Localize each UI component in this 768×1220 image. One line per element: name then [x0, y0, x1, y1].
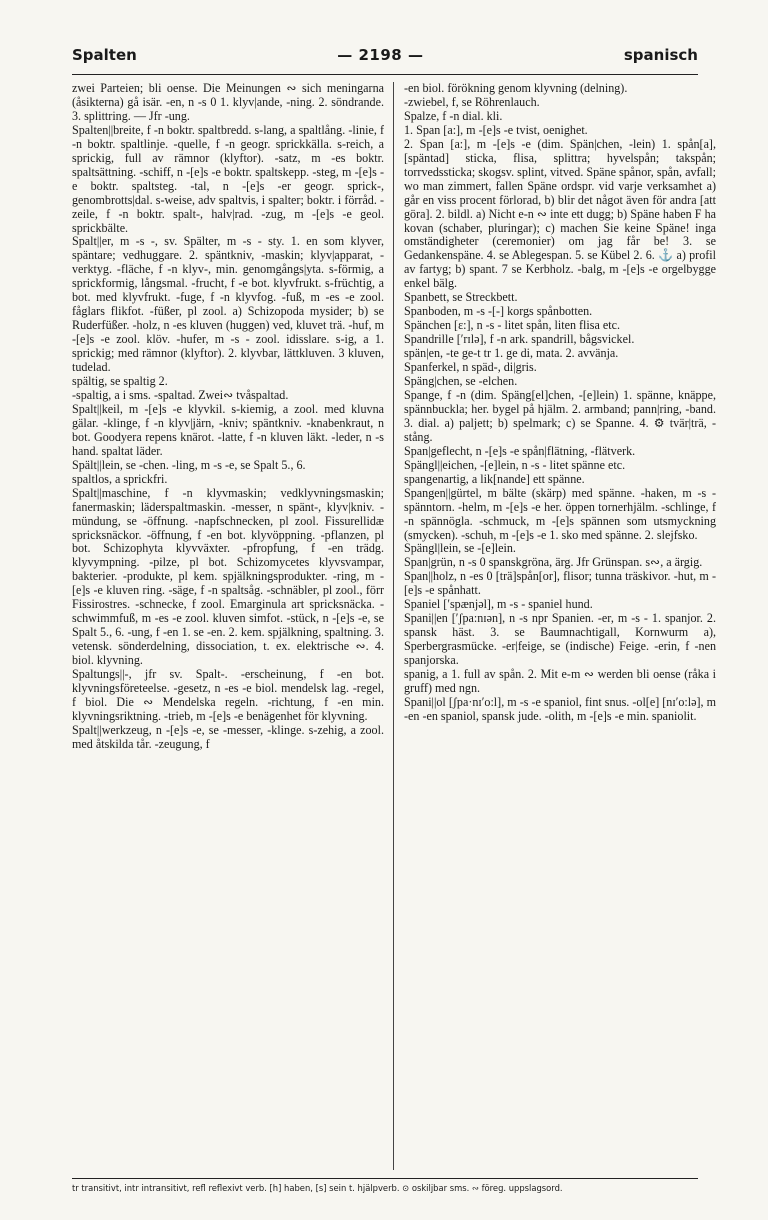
dictionary-entry: Spalt||maschine, f -n klyvmaskin; vedklyvningsmaskin; fanermaskin; läderspaltmaskin. -messer, n spänt-, klyv|kniv. -mündung, se -öffnung. -napfschnecken, pl zool. Fissurellidæ spricksnäckor. -öffnung, f -en bot. klyvöppning. -pflanzen, pl bot. Schizophyta klyvväxter. -pfropfung, f -en trädg. klyvympning. -pilze, pl bot. Schizomycetes klyvsvampar, bakterier. -produkte, pl kem. spjälkningsprodukter. -ring, m -[e]s -e kluven ring. -säge, f -n spaltsåg. -schnäbler, pl zool., förr Fissirostres. -schnecke, f zool. Emarginula art spricksnäcka. -schwimmfuß, m -es -e zool. kluven simfot. -stück, n -[e]s -e, se Spalt 5., 6. -ung, f -en 1. se -en. 2. kem. spjälkning, spaltning. 3. vetensk. sönderdelning, dissociation, t. ex. elektrische ∾. 4. biol. klyvning. [72, 485, 384, 668]
dictionary-entry: Spalze, f -n dial. kli. [404, 108, 503, 123]
dictionary-entry: Spani||en [ʹʃpa:nɪən], n -s npr Spanien. -er, m -s - 1. spanjor. 2. spansk häst. 3. se Baumnachtigall, Kornwurm a), Sperbergrasmücke. -er|feige, se (indische) Feige. -erin, f -nen spanjorska. [404, 611, 716, 668]
dictionary-entry: Spani||ol [ʃpa·nɪʹo:l], m -s -e spaniol, fint snus. -ol[e] [nɪʹo:lə], m -en -en spaniol, spansk jude. -olith, m -[e]s -e min. spaniolit. [404, 694, 716, 723]
footer-rule [72, 1178, 698, 1179]
dictionary-entry: Spängl|lein, se -[e]lein. [404, 541, 516, 556]
page-header [72, 46, 698, 70]
right-running-head: spanisch [623, 46, 698, 64]
dictionary-entry: Spängl||eichen, -[e]lein, n -s - litet spänne etc. [404, 457, 626, 472]
dictionary-entry: Spaltungs||-, jfr sv. Spalt-. -erscheinung, f -en bot. klyvningsföreteelse. -gesetz, n -es -e biol. mendelsk lag. -regel, f biol. Die ∾ Mendelska regeln. -richtung, f -en min. klyvningsriktning. -trieb, m -[e]s -e benägenhet för klyvning. [72, 667, 384, 723]
dictionary-entry: 2. Span [a:], m -[e]s -e (dim. Spän|chen, -lein) 1. spån[a], [späntad] sticka, flisa, splittra; hyvelspån; takspån; torrvedssticka; skogsv. splint, vitved. Späne spånor, spån, avfall; wo man zimmert, fallen Späne ordspr. vid varje verksamhet a) går en viss procent förlorad, b) blir det något även för andra [att göra]. 2. bildl. a) Nicht e-n ∾ inte ett dugg; b) Späne haben F ha kovan (schaber, pluringar); c) machen Sie keine Späne! inga omständigheter (ceremonier) om jag får be! 3. se Gedankenspäne. 4. se Ablegespan. 5. se Kübel 2. 6. ⚓ a) profil av fartyg; b) spant. 7 se Kerbholz. -balg, m -[e]s -e orgelbygge enkel bälg. [404, 136, 716, 291]
dictionary-entry: spän|en, -te ge-t tr 1. ge di, mata. 2. avvänja. [404, 346, 619, 361]
dictionary-entry: spanig, a 1. full av spån. 2. Mit e-m ∾ werden bli oense (råka i gruff) med ngn. [404, 667, 716, 695]
dictionary-entry: -zwiebel, f, se Röhrenlauch. [404, 94, 540, 109]
dictionary-entry: Spandrille [ʹrɪlə], f -n ark. spandrill, bågsvickel. [404, 332, 635, 347]
dictionary-entry: spangenartig, a lik[nande] ett spänne. [404, 471, 585, 486]
dictionary-entry: spältig, se spaltig 2. [72, 374, 168, 389]
dictionary-entry: Spält||lein, se -chen. -ling, m -s -e, se Spalt 5., 6. [72, 457, 306, 472]
dictionary-entry: Spangen||gürtel, m bälte (skärp) med spänne. -haken, m -s - spänntorn. -helm, m -[e]s -e her. öppen tornerhjälm. -schlinge, f -n spännögla. -schmuck, m -[e]s spännen som utsmyckning (smycken). -schuh, m -[e]s -e 1. sko med spänne. 2. slejfsko. [404, 485, 716, 542]
page-number: — 2198 — [337, 46, 424, 64]
header-rule [72, 74, 698, 75]
dictionary-entry: Span|geflecht, n -[e]s -e spån|flätning, -flätverk. [404, 443, 636, 458]
left-column [72, 82, 384, 1170]
dictionary-entry: Spaniel [ʹspænjəl], m -s - spaniel hund. [404, 597, 593, 612]
abbreviation-legend: tr transitivt, intr intransitivt, refl reflexivt verb. [h] haben, [s] sein t. hjälpverb. ⊙ oskiljbar sms. ∾ föreg. uppslagsord. [72, 1183, 563, 1193]
dictionary-entry: zwei Parteien; bli oense. Die Meinungen ∾ sich meningarna (åsikterna) gå isär. -en, n -s 0 1. klyv|ande, -ning. 2. söndrande. 3. splittring. — Jfr -ung. [72, 82, 384, 123]
dictionary-entry: Spalt||er, m -s -, sv. Spälter, m -s - sty. 1. en som klyver, späntare; vedhuggare. 2. späntkniv, -maskin; klyv|apparat, -verktyg. -fläche, f -n klyv-, min. genomgångs|yta. s-förmig, a sprickformig, långsmal. -frucht, f -e bot. klyvfrukt. s-früchtig, a bot. med klyvfrukt. -fuge, f -n klyvfog. -fuß, m -es -e zool. fåglars flikfot. -füßer, pl zool. a) Schizopoda mysider; b) se Ruderfüßer. -holz, n -es kluven (huggen) ved, kluvet trä. -huf, m -[e]s -e zool. klöv. -hufer, m -s - zool. idisslare. s-ig, a 1. sprickig; med rämnor (klyftor). 2. klyvbar, lättkluven. 3 kluven, tudelad. [72, 234, 384, 375]
dictionary-entry: Späng|chen, se -elchen. [404, 374, 518, 389]
column-divider [393, 82, 394, 1170]
left-running-head: Spalten [72, 46, 137, 64]
dictionary-entry: Spalten||breite, f -n boktr. spaltbredd. s-lang, a spaltlång. -linie, f -n boktr. spaltlinje. -quelle, f -n geogr. sprickkälla. s-reich, a sprickig, full av rämnor (klyftor). -satz, m -es boktr. spaltsättning. -schiff, n -[e]s -e boktr. spaltskepp. -steg, m -[e]s -e boktr. spaltsteg. -tal, n -[e]s -er geogr. sprick-, genombrotts|dal. s-weise, adv spaltvis, i spalter; boktr. i förråd. -zeile, f -n boktr. spalt-, halv|rad. -zug, m -[e]s -e geol. sprickbälte. [72, 122, 384, 235]
dictionary-entry: spaltlos, a sprickfri. [72, 471, 168, 486]
dictionary-entry: -spaltig, a i sms. -spaltad. Zwei∾ tvåspaltad. [72, 387, 289, 402]
dictionary-entry: Spange, f -n (dim. Späng[el]chen, -[e]lein) 1. spänne, knäppe, spännbuckla; her. bygel på hjälm. 2. armband; pann|ring, -band. 3. dial. a) paljett; b) spelmark; c) se Spanne. 4. ⚙ tvär|trä, -stång. [404, 387, 716, 444]
dictionary-entry: Spanbett, se Streckbett. [404, 290, 518, 305]
dictionary-entry: Spanferkel, n späd-, di|gris. [404, 360, 537, 375]
dictionary-entry: 1. Span [a:], m -[e]s -e tvist, oenighet. [404, 122, 588, 137]
dictionary-entry: -en biol. förökning genom klyvning (delning). [404, 82, 628, 95]
dictionary-entry: Span|grün, n -s 0 spanskgröna, ärg. Jfr Grünspan. s∾, a ärgig. [404, 555, 703, 570]
dictionary-entry: Spanboden, m -s -[-] korgs spånbotten. [404, 304, 593, 319]
dictionary-entry: Spänchen [ɛ:], n -s - litet spån, liten flisa etc. [404, 318, 620, 333]
dictionary-entry: Spalt||keil, m -[e]s -e klyvkil. s-kiemig, a zool. med kluvna gälar. -klinge, f -n klyv|järn, -kniv; späntkniv. -knabenkraut, n bot. Goodyera repens knärot. -latte, f -n kluven läkt. -leder, n -s hand. spaltat läder. [72, 401, 384, 458]
dictionary-entry: Spalt||werkzeug, n -[e]s -e, se -messer, -klinge. s-zehig, a zool. med åtskilda tår. -zeugung, f [72, 722, 384, 751]
dictionary-entry: Span||holz, n -es 0 [trä]spån[or], flisor; tunna träskivor. -hut, m -[e]s -e spånhatt. [404, 569, 716, 598]
right-column [404, 82, 716, 1170]
